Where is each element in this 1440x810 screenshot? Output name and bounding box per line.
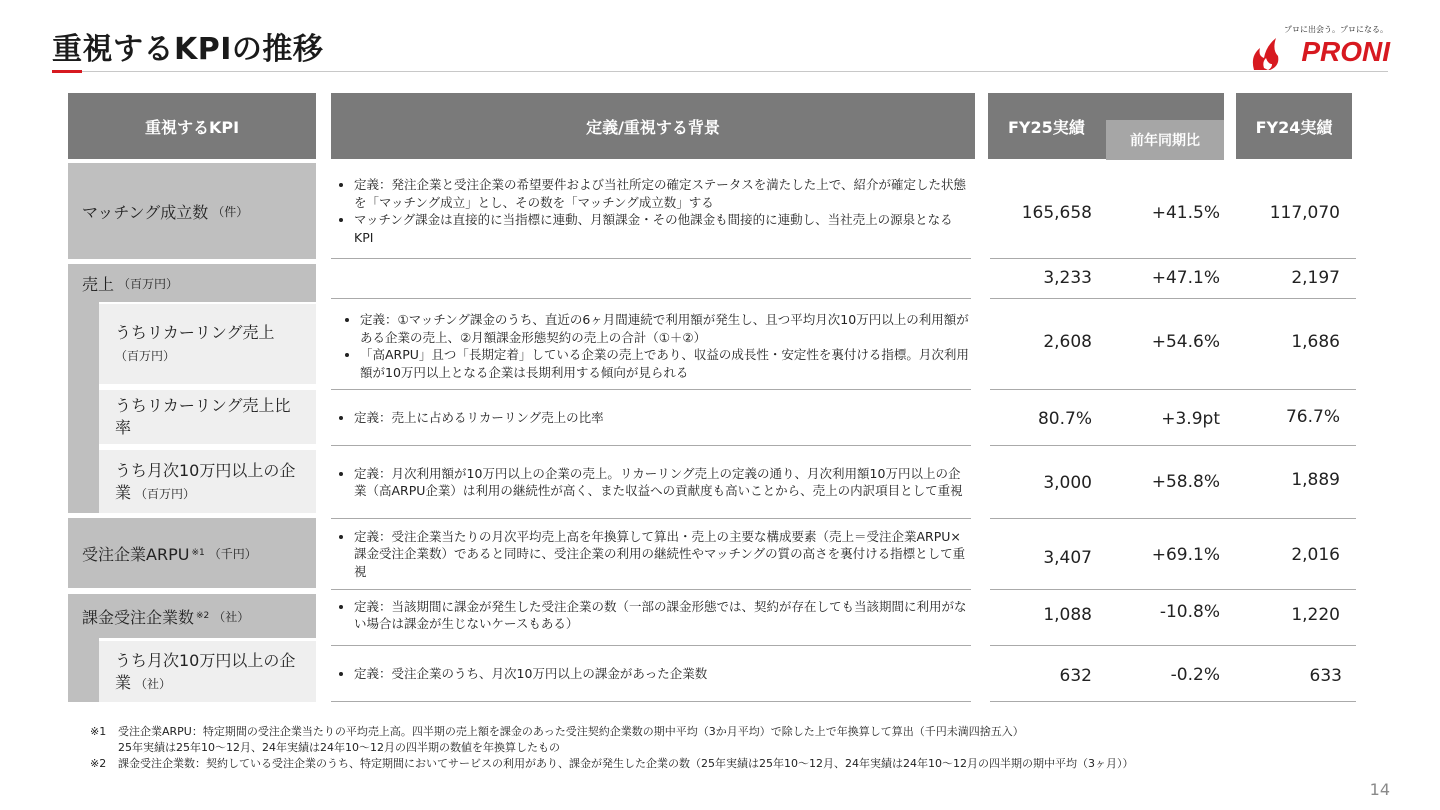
definition-item: • 定義：受注企業当たりの月次平均売上高を年換算して算出・売上の主要な構成要素（売上＝受注企業ARPU×課金受注企業数）であると同時に、受注企業の利用の継続性やマッチングの質の高さを裏付ける指標として重視	[354, 528, 972, 581]
row-divider	[331, 258, 971, 259]
page-number: 14	[1369, 780, 1390, 799]
fy24-value: 2,197	[1291, 268, 1340, 288]
fy25-value: 3,000	[1043, 473, 1092, 493]
kpi-note-mark: ※1	[191, 548, 205, 558]
kpi-note-mark: ※2	[196, 611, 210, 621]
kpi-recurring-ratio	[99, 390, 316, 444]
header-kpi: 重視するKPI	[68, 93, 316, 159]
row-divider	[990, 701, 1356, 702]
kpi-high-value-sales	[99, 450, 316, 513]
kpi-unit: （百万円）	[115, 349, 176, 363]
kpi-recurring-sales	[99, 304, 316, 384]
row-divider	[331, 445, 971, 446]
definition-matching	[338, 166, 972, 256]
page-title: 重視するKPIの推移	[52, 32, 324, 67]
footnote-mark: ※2	[90, 756, 107, 770]
fy24-value: 1,686	[1291, 332, 1340, 352]
kpi-sales	[68, 264, 316, 302]
kpi-label: うちリカーリング売上比率	[115, 396, 291, 437]
definition-arpu	[338, 521, 972, 587]
kpi-group-strip	[68, 302, 99, 513]
kpi-label: うち月次10万円以上の企業	[115, 650, 296, 692]
logo-tagline: プロに出会う。プロになる。	[1284, 25, 1388, 34]
yoy-value: -10.8%	[1159, 602, 1220, 622]
kpi-arpu	[68, 518, 316, 588]
row-divider	[331, 298, 971, 299]
kpi-label: うち月次10万円以上の企業	[115, 460, 296, 502]
definition-item: • 定義：売上に占めるリカーリング売上の比率	[354, 409, 972, 427]
row-divider	[990, 298, 1356, 299]
fy24-value: 76.7%	[1285, 407, 1340, 427]
yoy-value: -0.2%	[1170, 665, 1220, 685]
fy25-value: 3,233	[1043, 268, 1092, 288]
definition-recurring-sales	[344, 305, 972, 387]
kpi-label: うちリカーリング売上	[115, 323, 275, 343]
footnote-line: 受注企業ARPU：特定期間の受注企業当たりの平均売上高。四半期の売上額を課金のあった受注契約企業数の期中平均（3か月平均）で除した上で年換算して算出（千円未満四捨五入）	[118, 725, 1024, 738]
kpi-unit: （社）	[135, 676, 172, 691]
footnote	[90, 756, 1133, 772]
fy25-value: 1,088	[1043, 605, 1092, 625]
logo-flame-icon	[1246, 34, 1286, 74]
fy25-value: 165,658	[1021, 203, 1092, 223]
row-divider	[331, 389, 971, 390]
definition-item: • 定義：発注企業と受注企業の希望要件および当社所定の確定ステータスを満たした上で、紹介が確定した状態を「マッチング成立」とし、その数を「マッチング成立数」する	[354, 176, 972, 211]
header-fy24: FY24実績	[1236, 93, 1352, 159]
yoy-value: +58.8%	[1151, 472, 1220, 492]
yoy-value: +54.6%	[1151, 332, 1220, 352]
yoy-value: +69.1%	[1151, 545, 1220, 565]
kpi-label: 売上	[82, 274, 115, 294]
row-divider	[331, 701, 971, 702]
definition-high-value-sales	[338, 449, 972, 515]
fy25-value: 80.7%	[1037, 409, 1092, 429]
definition-item: • 定義：①マッチング課金のうち、直近の6ヶ月間連続で利用額が発生し、且つ平均月次10万円以上の利用額がある企業の売上、②月額課金形態契約の売上の合計（①＋②）	[360, 311, 972, 346]
fy24-value: 2,016	[1291, 545, 1340, 565]
fy25-value: 3,407	[1043, 548, 1092, 568]
definition-item: • 定義：受注企業のうち、月次10万円以上の課金があった企業数	[354, 665, 972, 683]
yoy-value: +41.5%	[1151, 203, 1220, 223]
definition-high-value-clients	[338, 648, 972, 700]
footnotes	[90, 724, 1133, 772]
definition-item: • 定義：月次利用額が10万円以上の企業の売上。リカーリング売上の定義の通り、月次利用額10万円以上の企業（高ARPU企業）は利用の継続性が高く、また収益への貢献度も高いことから、売上の内訳項目として重視	[354, 465, 972, 500]
kpi-label: 課金受注企業数	[82, 607, 195, 627]
kpi-label: マッチング成立数	[82, 202, 209, 222]
proni-logo	[1246, 24, 1392, 72]
row-divider	[331, 589, 971, 590]
kpi-label: 受注企業ARPU	[82, 544, 190, 564]
definition-item: • マッチング課金は直接的に当指標に連動、月額課金・その他課金も間接的に連動し、当社売上の源泉となるKPI	[354, 211, 972, 246]
fy25-value: 632	[1059, 666, 1092, 686]
title-accent-bar	[52, 70, 82, 73]
header-fy25: FY25実績	[988, 93, 1224, 159]
kpi-matching	[68, 163, 316, 259]
definition-item: • 「高ARPU」且つ「長期定着」している企業の売上であり、収益の成長性・安定性を裏付ける指標。月次利用額が10万円以上となる企業は長期利用する傾向が見られる	[360, 346, 972, 381]
row-divider	[990, 518, 1356, 519]
fy24-value: 1,889	[1291, 470, 1340, 490]
footnote-mark: ※1	[90, 725, 107, 738]
yoy-value: +3.9pt	[1161, 409, 1220, 429]
kpi-billing-clients	[68, 594, 316, 638]
title-divider	[52, 71, 1388, 72]
fy25-value: 2,608	[1043, 332, 1092, 352]
fy24-value: 1,220	[1291, 605, 1340, 625]
definition-item: • 定義：当該期間に課金が発生した受注企業の数（一部の課金形態では、契約が存在しても当該期間に利用がない場合は課金が生じないケースもある）	[354, 598, 972, 633]
yoy-value: +47.1%	[1151, 268, 1220, 288]
header-yoy: 前年同期比	[1106, 120, 1224, 160]
row-divider	[331, 645, 971, 646]
row-divider	[331, 518, 971, 519]
footnote-line: 25年実績は25年10～12月、24年実績は24年10～12月の四半期の数値を年換算したもの	[118, 740, 560, 754]
row-divider	[990, 645, 1356, 646]
kpi-unit: （社）	[213, 609, 250, 624]
kpi-high-value-clients	[99, 641, 316, 702]
fy24-value: 633	[1309, 666, 1342, 686]
kpi-unit: （百万円）	[118, 276, 179, 291]
header-definition: 定義/重視する背景	[331, 93, 975, 159]
footnote-line: 課金受注企業数：契約している受注企業のうち、特定期間においてサービスの利用があり、課金が発生した企業の数（25年実績は25年10～12月、24年実績は24年10～12月の四半期の期中平均（3ヶ月））	[118, 756, 1134, 770]
kpi-unit: （件）	[212, 204, 249, 219]
row-divider	[990, 445, 1356, 446]
kpi-group-strip	[68, 638, 99, 702]
definition-recurring-ratio	[338, 392, 972, 444]
logo-wordmark: PRONI	[1301, 36, 1390, 67]
kpi-unit: （千円）	[208, 546, 257, 561]
kpi-unit: （百万円）	[135, 486, 196, 501]
fy24-value: 117,070	[1269, 203, 1340, 223]
footnote	[90, 724, 1133, 756]
row-divider	[990, 589, 1356, 590]
row-divider	[990, 258, 1356, 259]
row-divider	[990, 389, 1356, 390]
definition-billing-clients	[338, 592, 972, 638]
